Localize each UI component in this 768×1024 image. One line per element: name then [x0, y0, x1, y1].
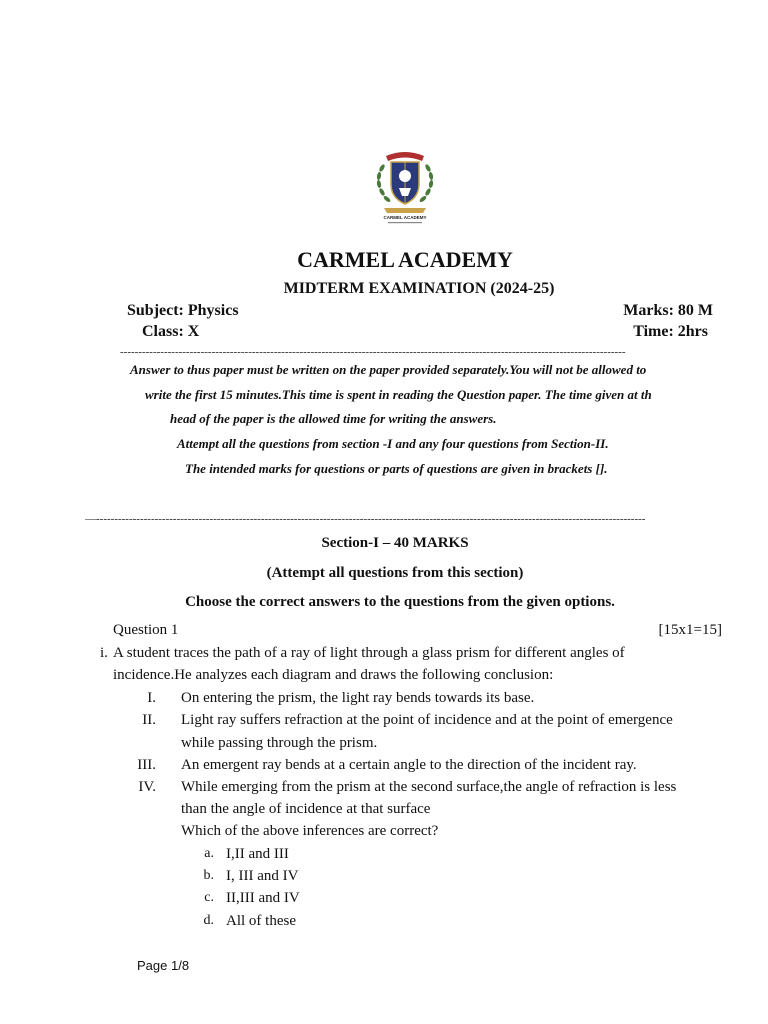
question-stem-line-2: incidence.He analyzes each diagram and draws the following conclusion: [113, 667, 554, 683]
svg-text:CARMEL ACADEMY: CARMEL ACADEMY [383, 215, 427, 220]
question-stem-line-1: A student traces the path of a ray of light through a glass prism for different angles of [113, 645, 625, 661]
statement-text: An emergent ray bends at a certain angle to the direction of the incident ray. [181, 757, 637, 773]
marks-label: Marks: 80 M [623, 302, 713, 319]
statement-num: IV. [138, 779, 156, 795]
statement-text: While emerging from the prism at the second surface,the angle of refraction is less [181, 779, 677, 795]
section-title: Section-I – 40 MARKS [321, 535, 469, 551]
separator-line: ------------------------------------------------------------------------------------------------------------------------------------------ [120, 346, 626, 358]
time-label: Time: 2hrs [633, 323, 708, 340]
statement-text: while passing through the prism. [181, 735, 378, 751]
option-text: I, III and IV [226, 868, 299, 884]
option-text: I,II and III [226, 846, 289, 862]
instruction-line-2: write the first 15 minutes.This time is spent in reading the Question paper. The time given at th [145, 387, 652, 402]
section-instruction: Choose the correct answers to the questions from the given options. [185, 594, 615, 610]
subject-label: Subject: Physics [127, 302, 239, 319]
instruction-line-5: The intended marks for questions or parts of questions are given in brackets []. [185, 461, 608, 476]
option-text: All of these [226, 913, 296, 929]
option-letter: b. [203, 868, 214, 883]
statement-text: Light ray suffers refraction at the point of incidence and at the point of emergence [181, 712, 673, 728]
question-marks: [15x1=15] [658, 622, 722, 638]
instruction-line-4: Attempt all the questions from section -I and any four questions from Section-II. [177, 436, 609, 451]
school-name: CARMEL ACADEMY [297, 247, 513, 272]
section-subtitle: (Attempt all questions from this section) [266, 565, 524, 581]
option-letter: d. [203, 913, 214, 928]
page-number: Page 1/8 [137, 958, 190, 973]
statement-num: II. [142, 712, 156, 728]
statement-text: On entering the prism, the light ray bends towards its base. [181, 690, 535, 706]
school-logo [372, 146, 438, 228]
question-label: Question 1 [113, 622, 179, 638]
question-prompt: Which of the above inferences are correct? [181, 823, 439, 839]
question-number: i. [100, 645, 108, 661]
option-letter: c. [204, 890, 214, 905]
statement-num: III. [137, 757, 156, 773]
statement-text: than the angle of incidence at that surface [181, 801, 431, 817]
crest-icon [372, 146, 438, 228]
class-label: Class: X [142, 323, 200, 340]
instruction-line-3: head of the paper is the allowed time for writing the answers. [170, 411, 497, 426]
separator-line-long: —------------------------------------------------------------------------------------------------------------------------------------------------------ [85, 513, 646, 525]
statement-num: I. [147, 690, 156, 706]
option-text: II,III and IV [226, 890, 300, 906]
option-letter: a. [204, 846, 214, 861]
exam-title: MIDTERM EXAMINATION (2024-25) [283, 280, 555, 297]
instruction-line-1: Answer to thus paper must be written on the paper provided separately.You will not be allowed to [130, 362, 647, 377]
